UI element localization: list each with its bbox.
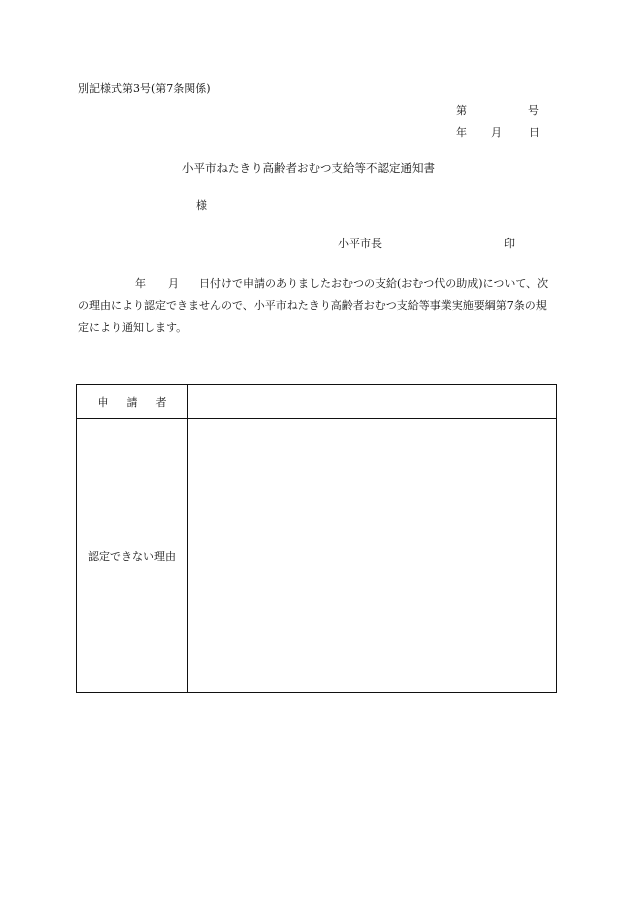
document-title: 小平市ねたきり高齢者おむつ支給等不認定通知書 bbox=[182, 161, 435, 175]
applicant-value-cell[interactable] bbox=[188, 385, 556, 418]
date-month-label: 月 bbox=[491, 126, 502, 139]
reason-label: 認定できない理由 bbox=[88, 549, 176, 563]
document-number-suffix: 号 bbox=[528, 104, 539, 117]
document-number-prefix: 第 bbox=[456, 104, 467, 117]
body-sentence: 日付けで申請のありましたおむつの支給(おむつ代の助成)について、次の理由により認定できませんので、小平市ねたきり高齢者おむつ支給等事業実施要綱第7条の規定により通知します。 bbox=[78, 277, 549, 334]
issuer-name: 小平市長 bbox=[338, 237, 382, 250]
body-month-label: 月 bbox=[168, 277, 179, 290]
notice-table bbox=[76, 384, 557, 693]
notice-body bbox=[78, 273, 556, 339]
recipient-honorific: 様 bbox=[196, 199, 207, 212]
body-year-label: 年 bbox=[135, 277, 146, 290]
form-number-label: 別記様式第3号(第7条関係) bbox=[78, 82, 211, 95]
date-day-label: 日 bbox=[529, 126, 540, 139]
seal-mark: 印 bbox=[504, 237, 515, 250]
applicant-label: 申 請 者 bbox=[97, 395, 167, 409]
reason-value-cell[interactable] bbox=[188, 419, 556, 692]
date-year-label: 年 bbox=[456, 126, 467, 139]
